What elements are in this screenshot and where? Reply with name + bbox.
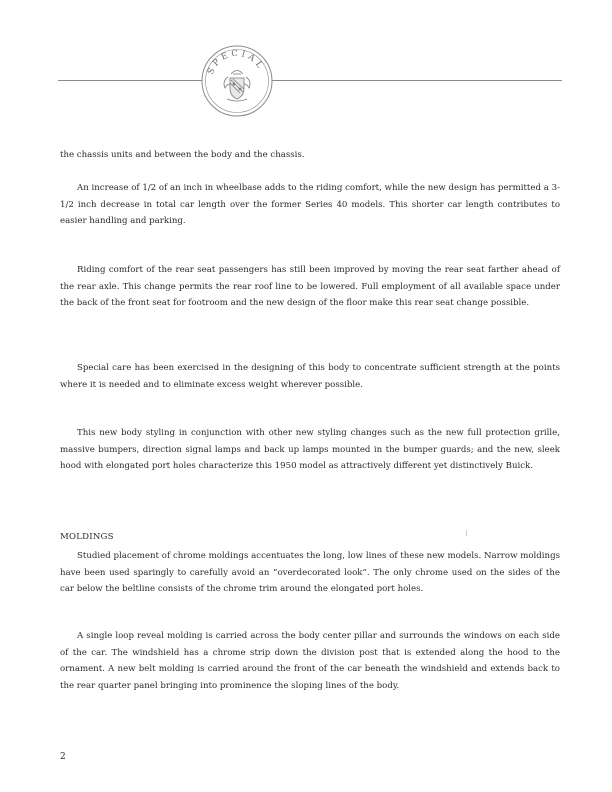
page-number: 2 <box>60 752 66 762</box>
emblem-text: SPECIAL <box>205 48 267 77</box>
header-rule-right <box>272 80 562 81</box>
special-emblem <box>200 44 274 118</box>
paragraph-wheelbase: An increase of 1/2 of an inch in wheelbase adds to the riding comfort, while the new design has permitted a 3-1/2 inch decrease in total car length over the former Series 40 models. This shorter car length contributes to easier handling and parking. <box>60 183 560 226</box>
paragraph-moldings-loop: A single loop reveal molding is carried across the body center pillar and surrounds the windows on each side of the car. The windshield has a chrome strip down the division post that is extended along the hood to the ornament. A new belt molding is carried around the front of the car beneath the windshield and extends back to the rear quarter panel bringing into prominence the sloping lines of the body. <box>60 631 560 691</box>
header-rule-left <box>58 80 202 81</box>
paragraph-rear-seat: Riding comfort of the rear seat passengers has still been improved by moving the rear seat farther ahead of the rear axle. This change permits the rear roof line to be lowered. Full employment of all available space under the back of the front seat for footroom and the new design of the floor make this rear seat change possible. <box>60 265 560 308</box>
paper-speck <box>466 530 467 536</box>
paragraph-moldings-placement: Studied placement of chrome moldings accentuates the long, low lines of these new models. Narrow moldings have been used sparingly to carefully avoid an “overdecorated look”. The only chrome used on the sides of the car below the beltline consists of the chrome trim around the elongated port holes. <box>60 551 560 594</box>
paragraph-styling: This new body styling in conjunction with other new styling changes such as the new full protection grille, massive bumpers, direction signal lamps and back up lamps mounted in the bumper guards; and the new, sleek hood with elongated port holes characterize this 1950 model as attractively different yet distinctively Buick. <box>60 428 560 471</box>
paragraph-body-strength: Special care has been exercised in the designing of this body to concentrate sufficient strength at the points where it is needed and to eliminate excess weight wherever possible. <box>60 363 560 390</box>
section-heading-moldings: MOLDINGS <box>60 532 114 542</box>
paragraph-continuation: the chassis units and between the body and the chassis. <box>60 150 305 160</box>
